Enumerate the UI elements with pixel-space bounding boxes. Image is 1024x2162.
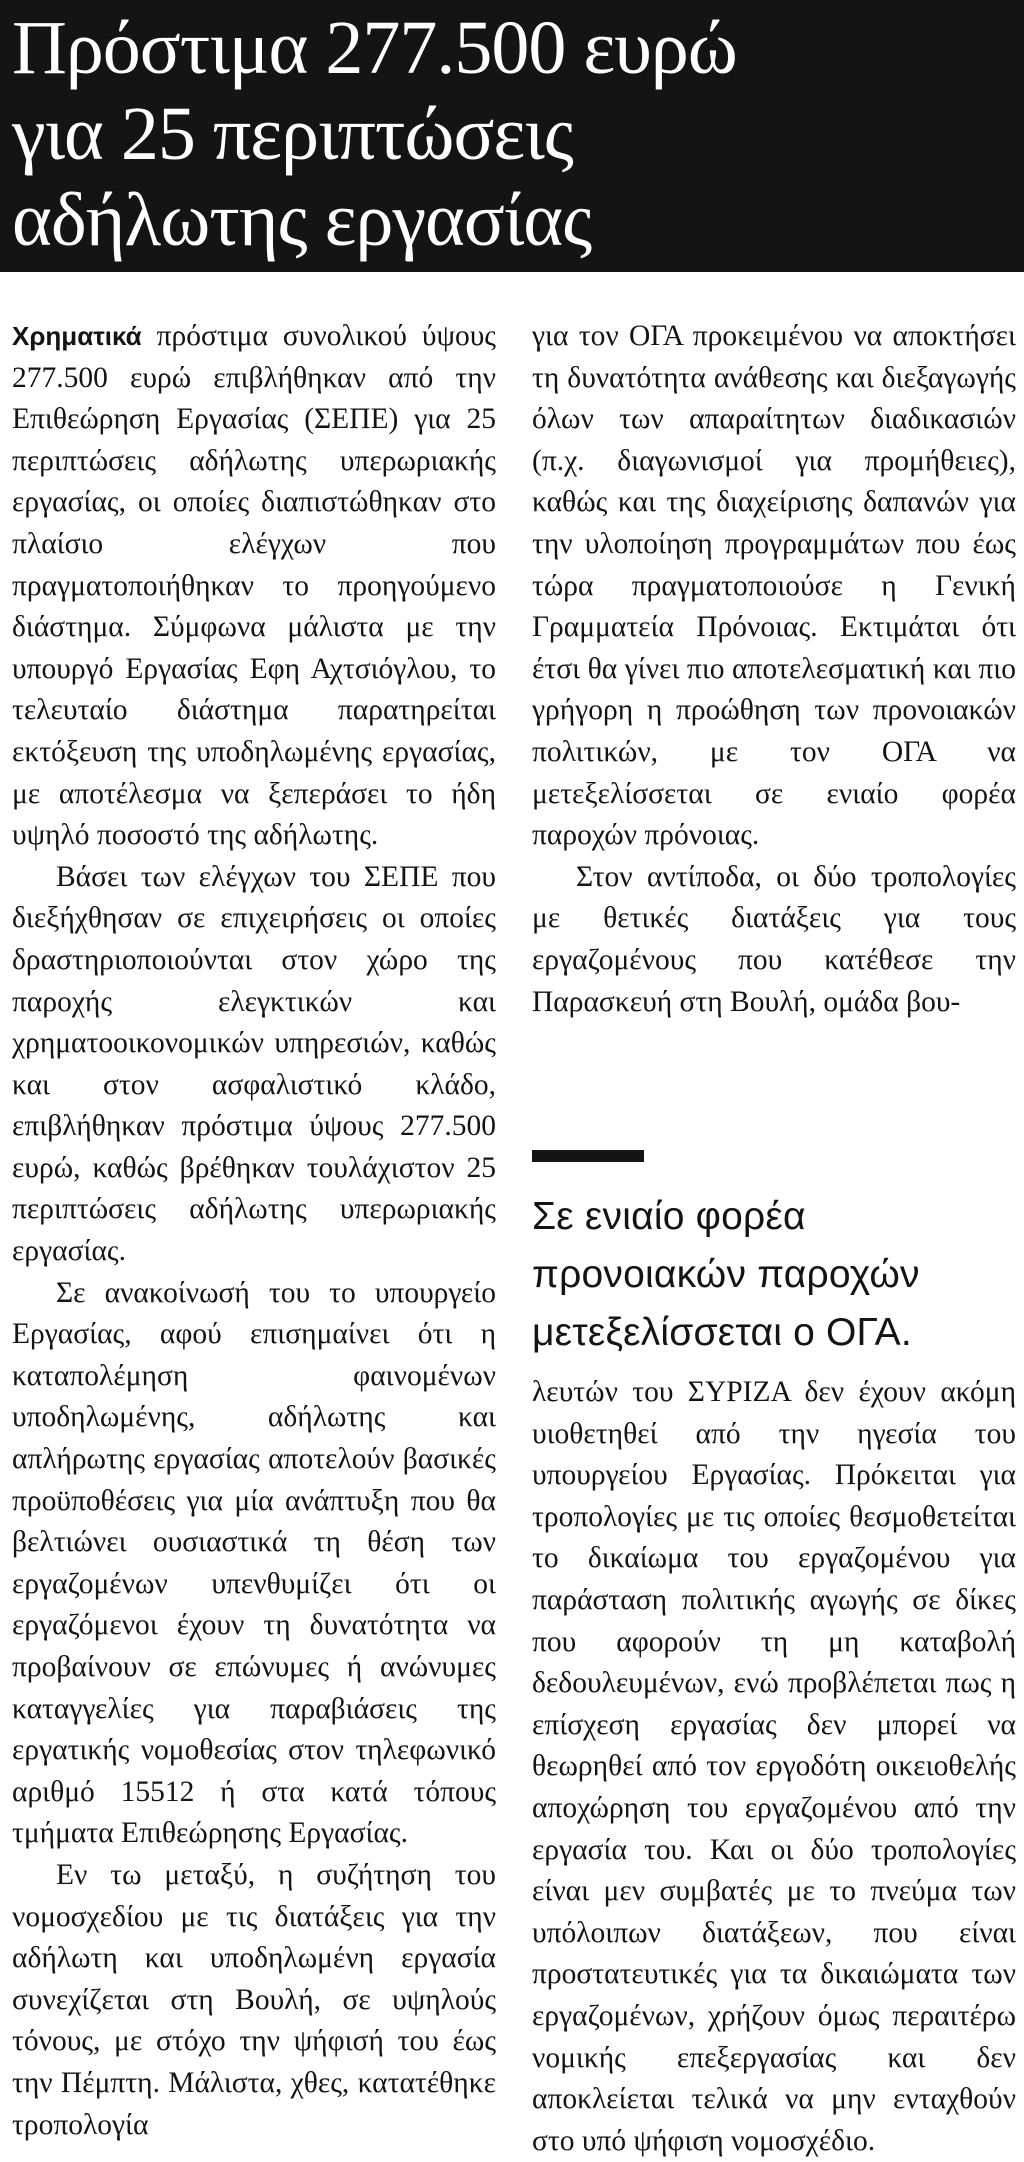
paragraph: Βάσει των ελέγχων του ΣΕΠΕ που διεξήχθησαν σε επιχειρήσεις οι οποίες δραστηριοποιούνται στον χώρο της παροχής ελεγκτικών και χρηματοοικονομικών υπηρεσιών, καθώς και στον ασφαλιστικό κλάδο, επιβλήθηκαν πρόστιμα ύψους 277.500 ευρώ, καθώς βρέθηκαν τουλάχιστον 25 περιπτώσεις αδήλωτης υπερωριακής εργασίας. xyxy=(12,860,496,1268)
paragraph-lead xyxy=(12,316,496,857)
headline-line-2: για 25 περιπτώσεις xyxy=(12,92,573,176)
article-column-right-upper xyxy=(532,316,1016,1023)
article-column-right-lower xyxy=(532,1372,1016,2162)
paragraph-continued: λευτών του ΣΥΡΙΖΑ δεν έχουν ακόμη υιοθετηθεί από την ηγεσία του υπουργείου Εργασίας. Πρόκειται για τροπολογίες με τις οποίες θεσμοθετείται το δικαίωμα του εργαζομένου για παράσταση πολιτικής αγωγής σε δίκες που αφορούν τη μη καταβολή δεδουλευμένων, ενώ προβλέπεται πως η επίσχεση εργασίας δεν μπορεί να θεωρηθεί από τον εργοδότη οικειοθελής αποχώρηση του εργαζομένου από την εργασία του. Και οι δύο τροπολογίες είναι μεν συμβατές με το πνεύμα των υπόλοιπων διατάξεων, που είναι προστατευτικές για τα δικαιώματα των εργαζομένων, χρήζουν όμως περαιτέρω νομικής επεξεργασίας και δεν αποκλείεται τελικά να μην ενταχθούν στο υπό ψήφιση νομοσχέδιο. xyxy=(532,1376,1016,2157)
paragraph-continued: για τον ΟΓΑ προκειμένου να αποκτήσει τη δυνατότητα ανάθεσης και διεξαγωγής όλων των απαραίτητων διαδικασιών (π.χ. διαγωνισμοί για προμήθειες), καθώς και της διαχείρισης δαπανών για την υλοποίηση προγραμμάτων που έως τώρα πραγματοποιούσε η Γενική Γραμματεία Πρόνοιας. Εκτιμάται ότι έτσι θα γίνει πιο αποτελεσματική και πιο γρήγορη η προώθηση των προνοιακών πολιτικών, με τον ΟΓΑ να μετεξελίσσεται σε ενιαίο φορέα παροχών πρόνοιας. xyxy=(532,320,1016,852)
paragraph: Εν τω μεταξύ, η συζήτηση του νομοσχεδίου με τις διατάξεις για την αδήλωτη και υποδηλωμένη εργασία συνεχίζεται στη Βουλή, σε υψηλούς τόνους, με στόχο την ψήφισή του έως την Πέμπτη. Μάλιστα, χθες, κατατέθηκε τροπολογία xyxy=(12,1858,496,2141)
paragraph: Σε ανακοίνωσή του το υπουργείο Εργασίας, αφού επισημαίνει ότι η καταπολέμηση φαινομένων υποδηλωμένης, αδήλωτης και απλήρωτης εργασίας αποτελούν βασικές προϋποθέσεις για μία ανάπτυξη που θα βελτιώνει ουσιαστικά τη θέση των εργαζομένων υπενθυμίζει ότι οι εργαζόμενοι έχουν τη δυνατότητα να προβαίνουν σε επώνυμες ή ανώνυμες καταγγελίες για παραβιάσεις της εργατικής νομοθεσίας στον τηλεφωνικό αριθμό 15512 ή στα κατά τόπους τμήματα Επιθεώρησης Εργασίας. xyxy=(12,1276,496,1850)
headline-line-1: Πρόστιμα 277.500 ευρώ xyxy=(12,6,737,90)
lead-word: Χρηματικά xyxy=(12,321,142,351)
paragraph-lead-text: πρόστιμα συνολικού ύψους 277.500 ευρώ επιβλήθηκαν από την Επιθεώρηση Εργασίας (ΣΕΠΕ) για 25 περιπτώσεις αδήλωτης υπερωριακής εργασίας, οι οποίες διαπιστώθηκαν στο πλαίσιο ελέγχων που πραγματοποιήθηκαν το προηγούμενο διάστημα. Σύμφωνα μάλιστα με την υπουργό Εργασίας Εφη Αχτσιόγλου, το τελευταίο διάστημα παρατηρείται εκτόξευση της υποδηλωμένης εργασίας, με αποτέλεσμα να ξεπεράσει το ήδη υψηλό ποσοστό της αδήλωτης. xyxy=(12,320,496,852)
pull-quote-text: Σε ενιαίο φορέα προνοιακών παροχών μετεξελίσσεται ο ΟΓΑ. xyxy=(532,1195,920,1354)
headline-banner xyxy=(0,0,1024,272)
article-column-left xyxy=(12,316,496,2146)
headline-line-3: αδήλωτης εργασίας xyxy=(12,178,592,262)
paragraph: Στον αντίποδα, οι δύο τροπολογίες με θετικές διατάξεις για τους εργαζομένους που κατέθεσε την Παρασκευή στη Βουλή, ομάδα βου- xyxy=(532,860,1016,1018)
pull-quote xyxy=(532,1150,1016,1362)
pull-quote-rule xyxy=(532,1150,644,1162)
